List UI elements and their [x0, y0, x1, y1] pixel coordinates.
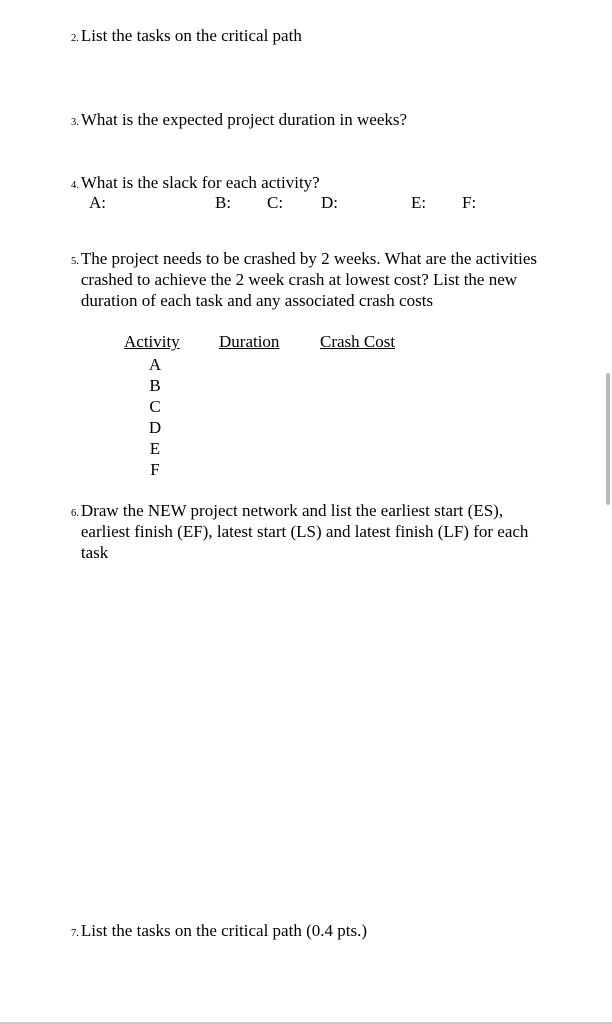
question-7-number: 7. — [71, 928, 79, 939]
slack-label-c: C: — [267, 193, 284, 212]
question-4-number: 4. — [71, 180, 79, 191]
crash-table-row-f: F — [150, 460, 160, 479]
question-3-number: 3. — [71, 117, 79, 128]
slack-label-e: E: — [411, 193, 427, 212]
crash-table-row-a: A — [148, 355, 162, 374]
crash-table-row-c: C — [149, 397, 161, 416]
crash-table-activity-column — [124, 354, 186, 480]
question-3 — [71, 109, 557, 133]
crash-table-row-d: D — [148, 418, 162, 437]
slack-label-d: D: — [321, 193, 338, 212]
question-2-text: List the tasks on the critical path — [80, 26, 302, 45]
question-7 — [71, 920, 557, 944]
crash-table-row-e: E — [149, 439, 161, 458]
crash-table-row-b: B — [149, 376, 161, 395]
crash-table-header-crash-cost: Crash Cost — [320, 332, 396, 351]
slack-label-b: B: — [215, 193, 232, 212]
slack-labels-row — [71, 193, 571, 214]
question-3-text: What is the expected project duration in weeks? — [80, 110, 408, 129]
slack-label-a: A: — [89, 193, 106, 212]
crash-table-headers — [71, 332, 571, 354]
question-6-text: Draw the NEW project network and list the earliest start (ES), earliest finish (EF), latest start (LS) and latest finish (LF) for each task — [80, 501, 529, 562]
crash-table-header-activity: Activity — [124, 332, 180, 351]
question-7-text: List the tasks on the critical path (0.4 pts.) — [80, 921, 367, 940]
question-6 — [71, 500, 541, 563]
question-6-number: 6. — [71, 508, 79, 519]
question-5-text: The project needs to be crashed by 2 weeks. What are the activities crashed to achieve the 2 week crash at lowest cost? List the new duration of each task and any associated crash costs — [80, 249, 538, 310]
question-2 — [71, 25, 557, 49]
slack-label-f: F: — [462, 193, 477, 212]
crash-table-header-duration: Duration — [219, 332, 280, 351]
question-4-text: What is the slack for each activity? — [80, 173, 320, 192]
question-2-number: 2. — [71, 33, 79, 44]
question-5 — [71, 248, 543, 311]
scrollbar-thumb[interactable] — [606, 373, 610, 505]
question-5-number: 5. — [71, 256, 79, 267]
crash-table — [71, 332, 571, 479]
